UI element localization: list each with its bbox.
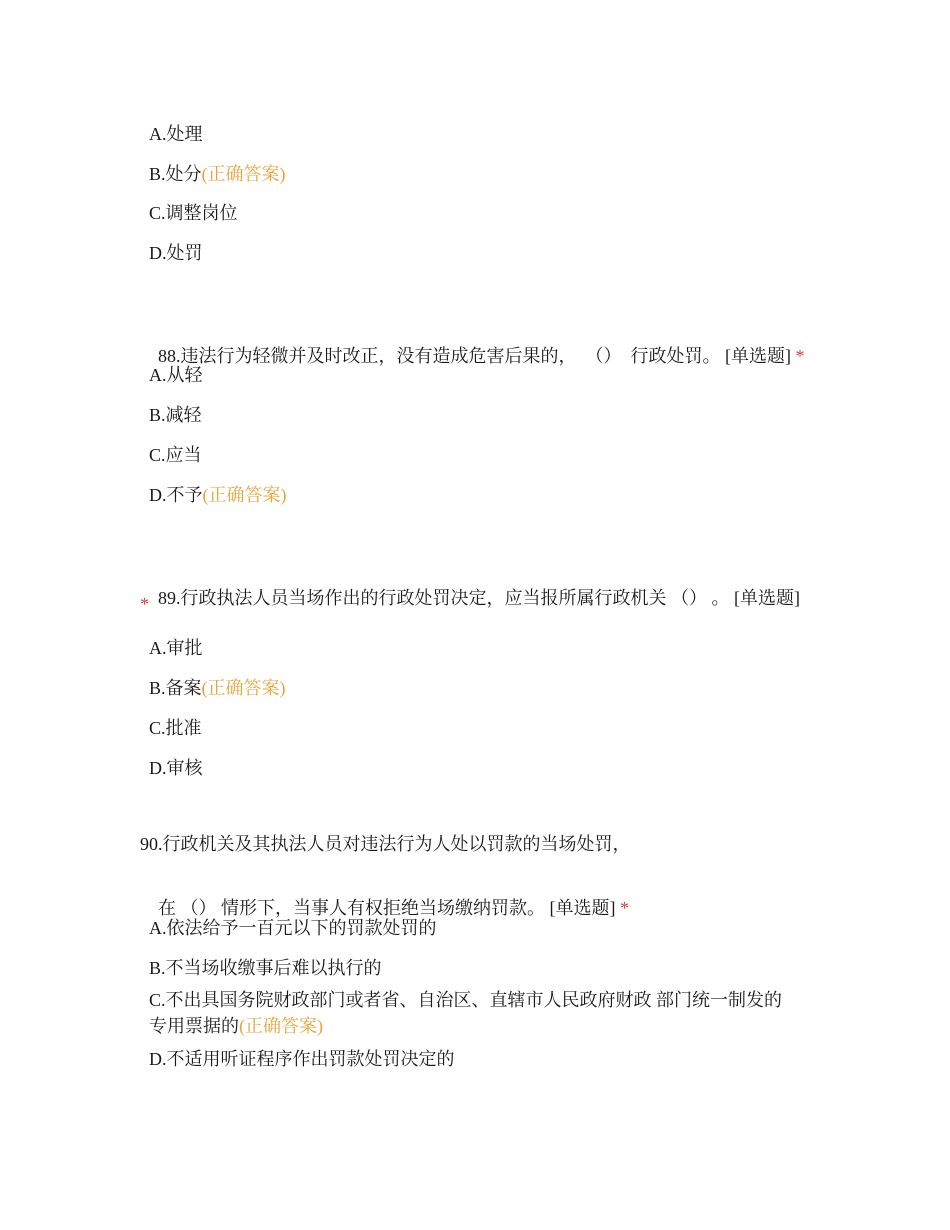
- question-title: 88.违法行为轻微并及时改正，没有造成危害后果的， （） 行政处罚。 [单选题] *: [158, 346, 805, 366]
- question-title: 89.行政执法人员当场作出的行政处罚决定，应当报所属行政机关 （） 。 [单选题]: [158, 588, 800, 608]
- required-star: *: [620, 898, 629, 918]
- correct-answer-tag: (正确答案): [201, 678, 286, 698]
- question-title-line2: 在 （） 情形下，当事人有权拒绝当场缴纳罚款。 [单选题] *: [158, 898, 629, 918]
- option-d: D.审核: [149, 758, 203, 778]
- option-b: B.减轻: [149, 405, 202, 425]
- question-title-line1: 90.行政机关及其执法人员对违法行为人处以罚款的当场处罚，: [140, 834, 631, 854]
- correct-answer-tag: (正确答案): [202, 485, 287, 505]
- required-star-line: [140, 591, 149, 617]
- option-a: A.处理: [149, 124, 203, 144]
- option-c: C.调整岗位: [149, 203, 238, 223]
- option-b: B.处分(正确答案): [149, 164, 286, 184]
- option-c: C.应当: [149, 445, 202, 465]
- option-d: D.不予(正确答案): [149, 485, 287, 505]
- correct-answer-tag: (正确答案): [201, 164, 286, 184]
- required-star: *: [140, 594, 149, 614]
- option-b: B.不当场收缴事后难以执行的: [149, 958, 382, 978]
- option-a: A.依法给予一百元以下的罚款处罚的: [149, 918, 437, 938]
- option-c: C.不出具国务院财政部门或者省、自治区、直辖市人民政府财政 部门统一制发的专用票据的(正确答案): [149, 990, 783, 1036]
- option-d: D.处罚: [149, 243, 203, 263]
- required-star: *: [795, 346, 805, 366]
- option-b: B.备案(正确答案): [149, 678, 286, 698]
- option-a: A.从轻: [149, 365, 203, 385]
- option-d: D.不适用听证程序作出罚款处罚决定的: [149, 1049, 455, 1069]
- correct-answer-tag: (正确答案): [239, 1016, 323, 1036]
- option-c: C.批准: [149, 718, 202, 738]
- option-a: A.审批: [149, 638, 203, 658]
